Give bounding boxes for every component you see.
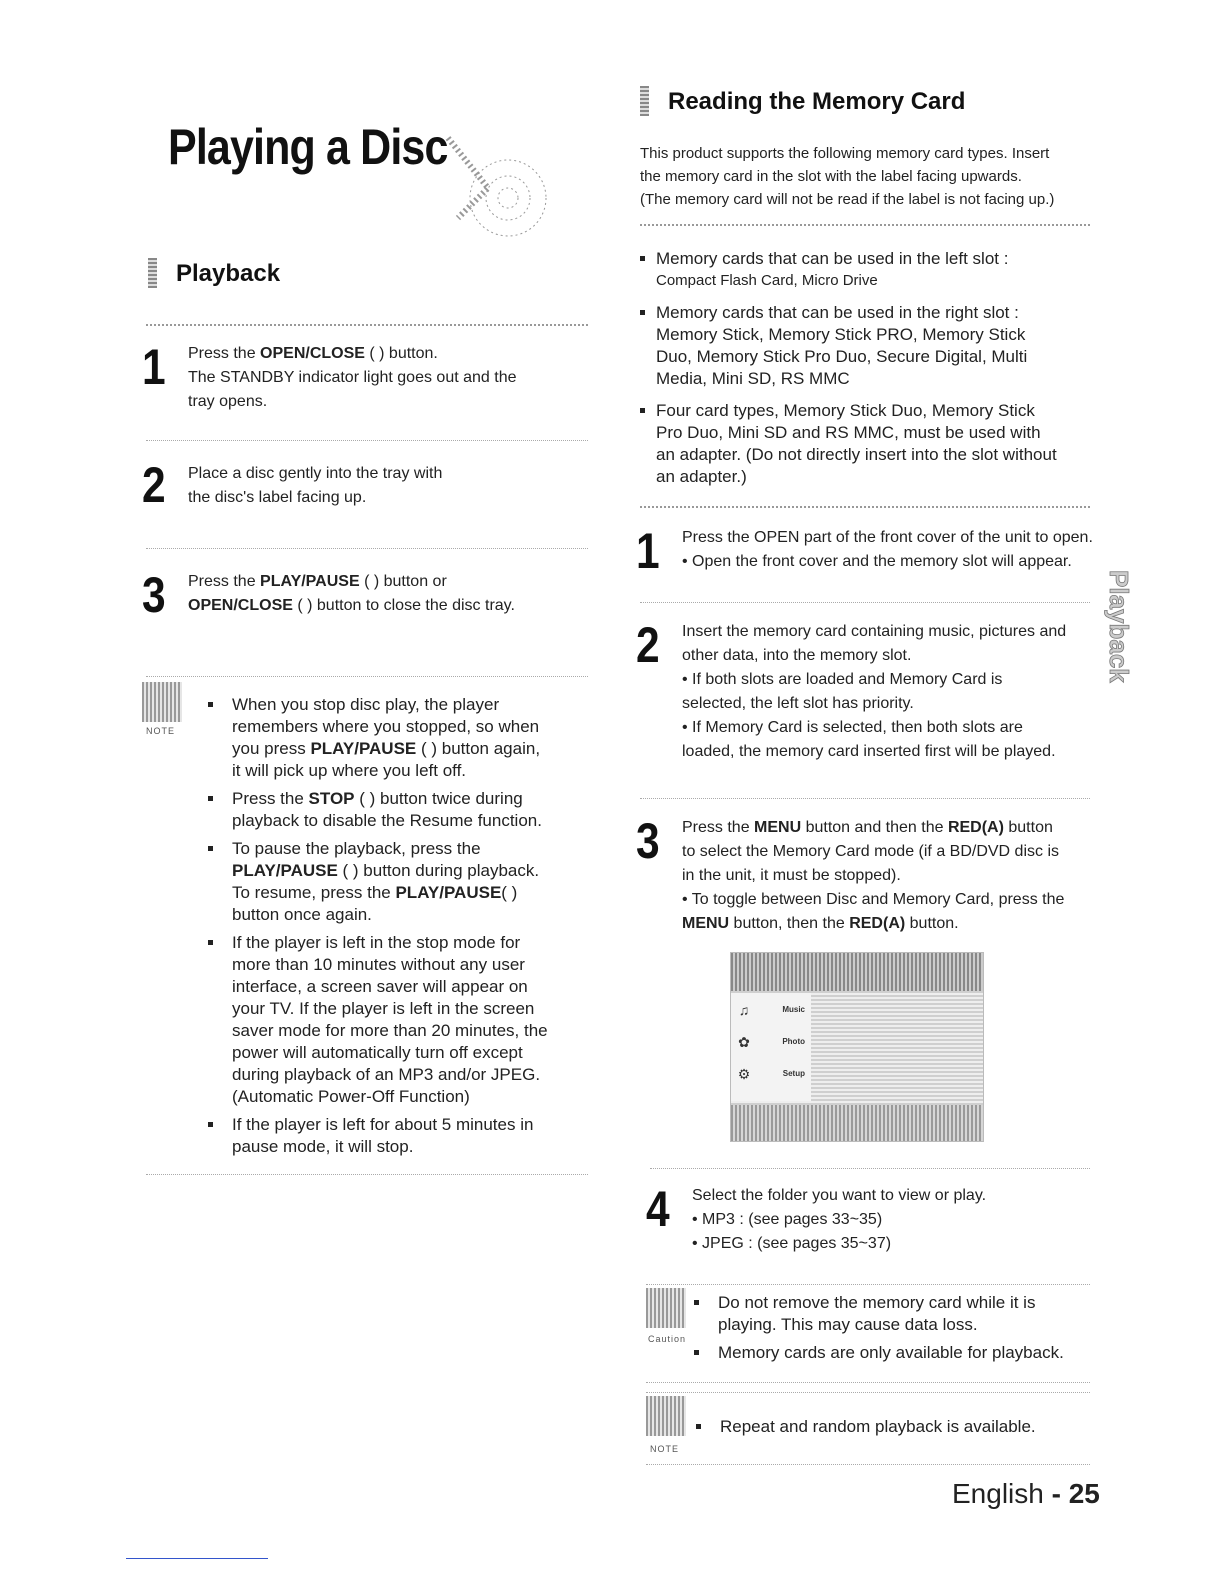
text-line: playing. This may cause data loss. <box>718 1315 978 1334</box>
screenshot-footer <box>731 1105 983 1141</box>
menu-item-music: ♫ Music <box>735 997 809 1023</box>
text-line: Four card types, Memory Stick Duo, Memory Stick <box>656 401 1035 420</box>
step-number: 3 <box>142 567 166 623</box>
text-line: pause mode, it will stop. <box>232 1137 414 1156</box>
text-line: (Automatic Power-Off Function) <box>232 1087 470 1106</box>
divider <box>646 1392 1090 1393</box>
step-text <box>682 620 1066 764</box>
side-tab <box>1104 568 1144 688</box>
text-line: interface, a screen saver will appear on <box>232 977 528 996</box>
side-tab-label: Playback <box>1104 570 1134 683</box>
caution-icon <box>646 1288 686 1328</box>
text-line: • If both slots are loaded and Memory Card is <box>682 671 1003 688</box>
section-marker <box>148 258 157 288</box>
step-number: 1 <box>636 523 660 579</box>
step-text <box>682 816 1064 936</box>
list-item <box>692 1342 1064 1364</box>
step-text <box>682 526 1093 574</box>
text-line: an adapter. (Do not directly insert into the slot without <box>656 445 1057 464</box>
text-line: If the player is left in the stop mode for <box>232 933 521 952</box>
card-types-list <box>640 248 1057 498</box>
text-line: loaded, the memory card inserted first will be played. <box>682 743 1056 760</box>
text-line: selected, the left slot has priority. <box>682 695 914 712</box>
text-line: Memory Stick, Memory Stick PRO, Memory Stick <box>656 325 1026 344</box>
list-item <box>206 1114 548 1158</box>
text-line: When you stop disc play, the player <box>232 695 500 714</box>
list-item <box>206 838 548 926</box>
text-line: it will pick up where you left off. <box>232 761 467 780</box>
intro-text <box>640 142 1054 211</box>
divider <box>146 440 588 441</box>
text-line: to select the Memory Card mode (if a BD/DVD disc is <box>682 843 1060 860</box>
memory-heading: Reading the Memory Card <box>668 88 966 115</box>
list-item <box>692 1292 1064 1336</box>
text-line: Media, Mini SD, RS MMC <box>656 369 850 388</box>
list-item <box>206 788 548 832</box>
screenshot-header <box>731 953 983 991</box>
text-line: OPEN/CLOSE ( ) button to close the disc tray. <box>188 597 515 614</box>
note-icon <box>646 1396 686 1436</box>
list-item <box>640 302 1057 390</box>
text-line: Duo, Memory Stick Pro Duo, Secure Digital, Multi <box>656 347 1028 366</box>
text-line: • MP3 : (see pages 33~35) <box>692 1211 883 1228</box>
text-line: PLAY/PAUSE ( ) button during playback. <box>232 861 540 880</box>
text-line: Do not remove the memory card while it is <box>718 1293 1036 1312</box>
divider <box>640 798 1090 799</box>
disc-icon <box>418 128 558 238</box>
music-icon: ♫ <box>738 1002 750 1018</box>
divider <box>640 224 1090 226</box>
menu-item-photo: ✿ Photo <box>735 1029 809 1055</box>
text-line: Memory cards that can be used in the right slot : <box>656 303 1019 322</box>
note-icon <box>142 682 182 722</box>
text-line: Press the MENU button and then the RED(A) button <box>682 819 1053 836</box>
text-line: Insert the memory card containing music, pictures and <box>682 623 1067 640</box>
text-line: Memory cards are only available for playback. <box>718 1343 1064 1362</box>
divider <box>146 324 588 326</box>
divider <box>650 1168 1090 1169</box>
photo-icon: ✿ <box>738 1034 750 1050</box>
gear-icon: ⚙ <box>737 1066 751 1082</box>
text-line: in the unit, it must be stopped). <box>682 867 901 884</box>
text-line: you press PLAY/PAUSE ( ) button again, <box>232 739 541 758</box>
text-line: more than 10 minutes without any user <box>232 955 525 974</box>
bottom-rule <box>126 1558 268 1559</box>
text-line: tray opens. <box>188 393 268 410</box>
text-line: Pro Duo, Mini SD and RS MMC, must be used with <box>656 423 1041 442</box>
text-line: button once again. <box>232 905 372 924</box>
text-line: Press the STOP ( ) button twice during <box>232 789 523 808</box>
step-number: 4 <box>646 1181 670 1237</box>
text-line: If the player is left for about 5 minutes in <box>232 1115 534 1134</box>
note-list <box>694 1416 1036 1444</box>
playback-heading: Playback <box>176 260 281 287</box>
text-line: Memory cards that can be used in the left slot : <box>656 249 1009 268</box>
text-line: To pause the playback, press the <box>232 839 481 858</box>
step-number: 2 <box>636 617 660 673</box>
text-line: the memory card in the slot with the label facing upwards. <box>640 168 1022 185</box>
step-number: 3 <box>636 813 660 869</box>
notes-list <box>206 694 548 1164</box>
text-line: the disc's label facing up. <box>188 489 367 506</box>
divider <box>646 1382 1090 1383</box>
text-line: • Open the front cover and the memory slot will appear. <box>682 553 1072 570</box>
divider <box>646 1284 1090 1285</box>
text-line: • To toggle between Disc and Memory Card, press the <box>682 891 1065 908</box>
text-line: Press the OPEN part of the front cover of the unit to open. <box>682 529 1093 546</box>
text-line: an adapter.) <box>656 467 747 486</box>
menu-item-setup: ⚙ Setup <box>735 1061 809 1087</box>
step-text <box>188 342 516 414</box>
page-number: 25 <box>1068 1478 1100 1509</box>
divider <box>146 1174 588 1175</box>
text-line: saver mode for more than 20 minutes, the <box>232 1021 548 1040</box>
text-line: The STANDBY indicator light goes out and the <box>188 369 517 386</box>
text-line: Repeat and random playback is available. <box>720 1417 1036 1436</box>
text-line: Place a disc gently into the tray with <box>188 465 443 482</box>
divider <box>640 602 1090 603</box>
step-number: 1 <box>142 339 166 395</box>
list-item <box>640 400 1057 488</box>
list-item <box>206 694 548 782</box>
text-line: • JPEG : (see pages 35~37) <box>692 1235 892 1252</box>
text-line: To resume, press the PLAY/PAUSE( ) <box>232 883 518 902</box>
step-text <box>188 462 442 510</box>
note-label: NOTE <box>146 726 176 736</box>
list-item <box>206 932 548 1108</box>
divider <box>146 676 588 677</box>
footer-sep: - <box>1043 1478 1069 1509</box>
list-item <box>694 1416 1036 1438</box>
text-line: Press the PLAY/PAUSE ( ) button or <box>188 573 447 590</box>
text-line: playback to disable the Resume function. <box>232 811 542 830</box>
text-line: Press the OPEN/CLOSE ( ) button. <box>188 345 438 362</box>
text-line: • If Memory Card is selected, then both slots are <box>682 719 1023 736</box>
page-title: Playing a Disc <box>168 119 448 175</box>
text-line: other data, into the memory slot. <box>682 647 912 664</box>
list-item <box>640 248 1057 292</box>
screenshot-menu <box>731 993 811 1101</box>
caution-label: Caution <box>648 1334 687 1344</box>
step-text <box>188 570 515 618</box>
note-label: NOTE <box>650 1444 680 1454</box>
divider <box>646 1464 1090 1465</box>
text-line: Select the folder you want to view or play. <box>692 1187 987 1204</box>
text-line: MENU button, then the RED(A) button. <box>682 915 959 932</box>
caution-list <box>692 1292 1064 1370</box>
divider <box>640 506 1090 508</box>
footer-lang: English <box>952 1478 1044 1509</box>
text-line: during playback of an MP3 and/or JPEG. <box>232 1065 541 1084</box>
menu-screenshot <box>730 952 984 1142</box>
text-line: This product supports the following memory card types. Insert <box>640 145 1050 162</box>
page-footer <box>952 1478 1100 1510</box>
text-line: remembers where you stopped, so when <box>232 717 540 736</box>
card-sub: Compact Flash Card, Micro Drive <box>656 272 878 289</box>
text-line: power will automatically turn off except <box>232 1043 523 1062</box>
text-line: your TV. If the player is left in the screen <box>232 999 535 1018</box>
text-line: (The memory card will not be read if the label is not facing up.) <box>640 191 1055 208</box>
step-text <box>692 1184 986 1256</box>
section-marker <box>640 86 649 116</box>
step-number: 2 <box>142 457 166 513</box>
divider <box>146 548 588 549</box>
